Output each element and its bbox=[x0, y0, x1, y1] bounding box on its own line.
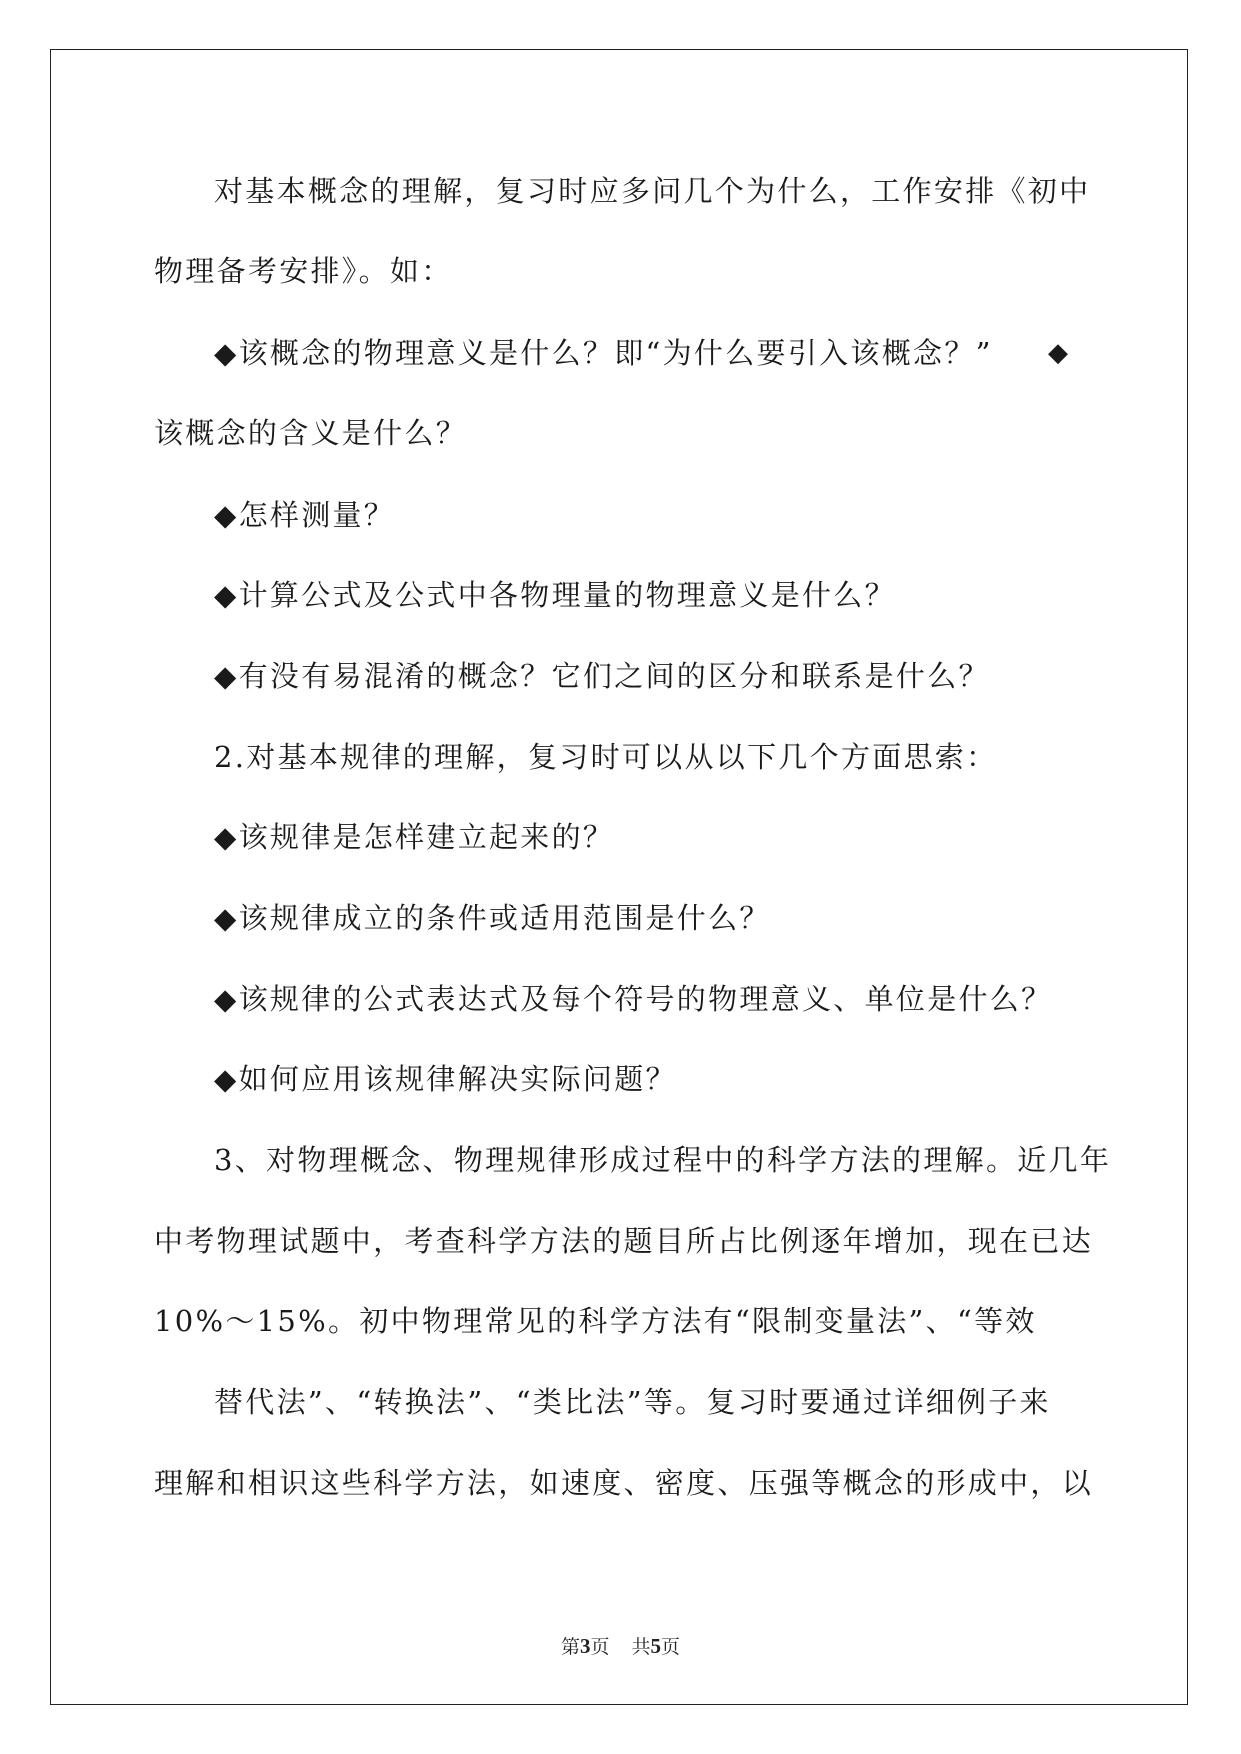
paragraph-line: 3、对物理概念、物理规律形成过程中的科学方法的理解。近几年 bbox=[214, 1143, 1112, 1177]
footer-total-prefix: 共 bbox=[631, 1636, 651, 1658]
paragraph-line: 2.对基本规律的理解，复习时可以从以下几个方面思索： bbox=[214, 740, 998, 774]
bullet-line: ◆怎样测量？ bbox=[214, 498, 396, 532]
footer-page-prefix: 第 bbox=[560, 1636, 580, 1658]
bullet-line: ◆该规律是怎样建立起来的？ bbox=[214, 820, 615, 854]
page-footer bbox=[0, 1634, 1241, 1659]
footer-total-suffix: 页 bbox=[661, 1636, 681, 1658]
paragraph-line: 10%～15%。初中物理常见的科学方法有“限制变量法”、“等效 bbox=[154, 1304, 1037, 1338]
footer-page-total: 5 bbox=[650, 1634, 662, 1658]
bullet-line: ◆该规律成立的条件或适用范围是什么？ bbox=[214, 901, 771, 935]
footer-page-current: 3 bbox=[579, 1634, 591, 1658]
footer-page-suffix: 页 bbox=[590, 1636, 610, 1658]
bullet-line: ◆如何应用该规律解决实际问题？ bbox=[214, 1062, 677, 1096]
paragraph-line: 替代法”、“转换法”、“类比法”等。复习时要通过详细例子来 bbox=[214, 1385, 1051, 1419]
paragraph-line: 物理备考安排》。如： bbox=[154, 254, 453, 288]
paragraph-line: 对基本概念的理解，复习时应多问几个为什么，工作安排《初中 bbox=[214, 174, 1091, 208]
bullet-line: ◆该概念的物理意义是什么？即“为什么要引入该概念？” bbox=[214, 336, 993, 370]
paragraph-line: 理解和相识这些科学方法，如速度、密度、压强等概念的形成中，以 bbox=[154, 1466, 1094, 1500]
bullet-diamond-trailing: ◆ bbox=[1048, 338, 1071, 368]
paragraph-line: 中考物理试题中，考查科学方法的题目所占比例逐年增加，现在已达 bbox=[154, 1224, 1094, 1258]
bullet-line: ◆有没有易混淆的概念？它们之间的区分和联系是什么？ bbox=[214, 659, 990, 693]
page-border bbox=[50, 49, 1188, 1705]
bullet-line: ◆计算公式及公式中各物理量的物理意义是什么？ bbox=[214, 578, 896, 612]
bullet-line: ◆该规律的公式表达式及每个符号的物理意义、单位是什么？ bbox=[214, 982, 1053, 1016]
paragraph-line: 该概念的含义是什么？ bbox=[154, 416, 468, 450]
